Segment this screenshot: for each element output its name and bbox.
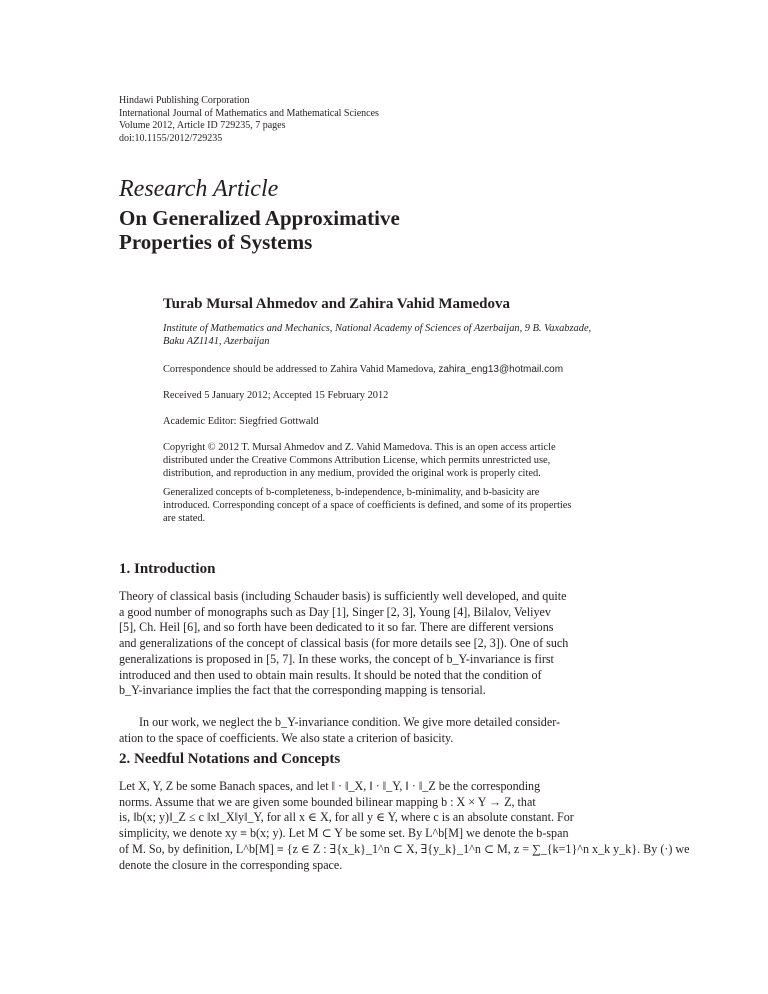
affiliation-line-1: Institute of Mathematics and Mechanics, National Academy of Sciences of Azerbaijan, 9 B. Vaxabzade, [163, 323, 592, 334]
correspondence-email-link[interactable]: zahira_eng13@hotmail.com [438, 364, 564, 375]
text-line: In our work, we neglect the b_Y-invariance condition. We give more detailed consider- [139, 715, 561, 729]
text-line: is, ‖b(x; y)‖_Z ≤ c ‖x‖_X‖y‖_Y, for all x ∈ X, for all y ∈ Y, where c is an absolute constant. For [119, 810, 574, 825]
volume-info: Volume 2012, Article ID 729235, 7 pages [119, 120, 286, 131]
authors: Turab Mursal Ahmedov and Zahira Vahid Mamedova [163, 296, 511, 312]
affiliation [163, 322, 650, 348]
text-line: introduced and then used to obtain main results. It should be noted that the condition of [119, 667, 542, 682]
introduction-paragraph-2 [119, 715, 650, 746]
abstract-line-3: are stated. [163, 513, 206, 524]
abstract-line-2: introduced. Corresponding concept of a space of coefficients is defined, and some of its properties [163, 500, 572, 511]
received-dates: Received 5 January 2012; Accepted 15 February 2012 [163, 390, 389, 401]
correspondence-text: Correspondence should be addressed to Zahira Vahid Mamedova, [163, 364, 439, 375]
title-line-1: On Generalized Approximative [119, 206, 400, 230]
abstract-line-1: Generalized concepts of b-completeness, b-independence, b-minimality, and b-basicity are [163, 487, 540, 498]
abstract [163, 486, 650, 525]
publisher: Hindawi Publishing Corporation [119, 95, 250, 106]
text-line: and generalizations of the concept of classical basis (for more details see [2, 3]). One of such [119, 636, 569, 651]
text-line: of M. So, by definition, L^b[M] ≡ {z ∈ Z : ∃{x_k}_1^n ⊂ X, ∃{y_k}_1^n ⊂ M, z = ∑_{k=1}^n x_k y_k}. By (·) we [119, 841, 690, 856]
copyright-line-1: Copyright © 2012 T. Mursal Ahmedov and Z. Vahid Mamedova. This is an open access article [163, 442, 556, 453]
text-line: Let X, Y, Z be some Banach spaces, and let ‖ · ‖_X, ‖ · ‖_Y, ‖ · ‖_Z be the corresponding [119, 779, 541, 793]
text-line: Theory of classical basis (including Schauder basis) is sufficiently well developed, and quite [119, 589, 567, 603]
text-line: generalizations is proposed in [5, 7]. In these works, the concept of b_Y-invariance is first [119, 651, 554, 666]
text-line: a good number of monographs such as Day [1], Singer [2, 3], Young [4], Bilalov, Veliyev [119, 604, 551, 619]
section-heading-notations: 2. Needful Notations and Concepts [119, 751, 341, 767]
correspondence [163, 363, 650, 376]
paper-title [119, 206, 400, 254]
text-line: simplicity, we denote xy ≡ b(x; y). Let M ⊂ Y be some set. By L^b[M] we denote the b-span [119, 826, 569, 841]
text-line: ation to the space of coefficients. We also state a criterion of basicity. [119, 730, 454, 745]
notations-paragraph-1 [119, 779, 690, 873]
article-type: Research Article [119, 176, 279, 202]
doi: doi:10.1155/2012/729235 [119, 132, 223, 144]
academic-editor: Academic Editor: Siegfried Gottwald [163, 416, 319, 427]
affiliation-line-2: Baku AZ1141, Azerbaijan [163, 336, 270, 347]
text-line: [5], Ch. Heil [6], and so forth have been dedicated to it so far. There are different versions [119, 620, 554, 635]
text-line: denote the closure in the corresponding space. [119, 857, 343, 872]
section-heading-introduction: 1. Introduction [119, 561, 216, 577]
copyright-notice [163, 441, 650, 480]
text-line: b_Y-invariance implies the fact that the corresponding mapping is tensorial. [119, 683, 486, 698]
copyright-line-3: distribution, and reproduction in any medium, provided the original work is properly cited. [163, 468, 541, 479]
journal-masthead [119, 95, 379, 145]
journal-name: International Journal of Mathematics and Mathematical Sciences [119, 107, 379, 119]
text-line: norms. Assume that we are given some bounded bilinear mapping b : X × Y → Z, that [119, 794, 536, 809]
copyright-line-2: distributed under the Creative Commons Attribution License, which permits unrestricted use, [163, 455, 551, 466]
title-line-2: Properties of Systems [119, 230, 313, 254]
introduction-paragraph-1 [119, 589, 650, 699]
